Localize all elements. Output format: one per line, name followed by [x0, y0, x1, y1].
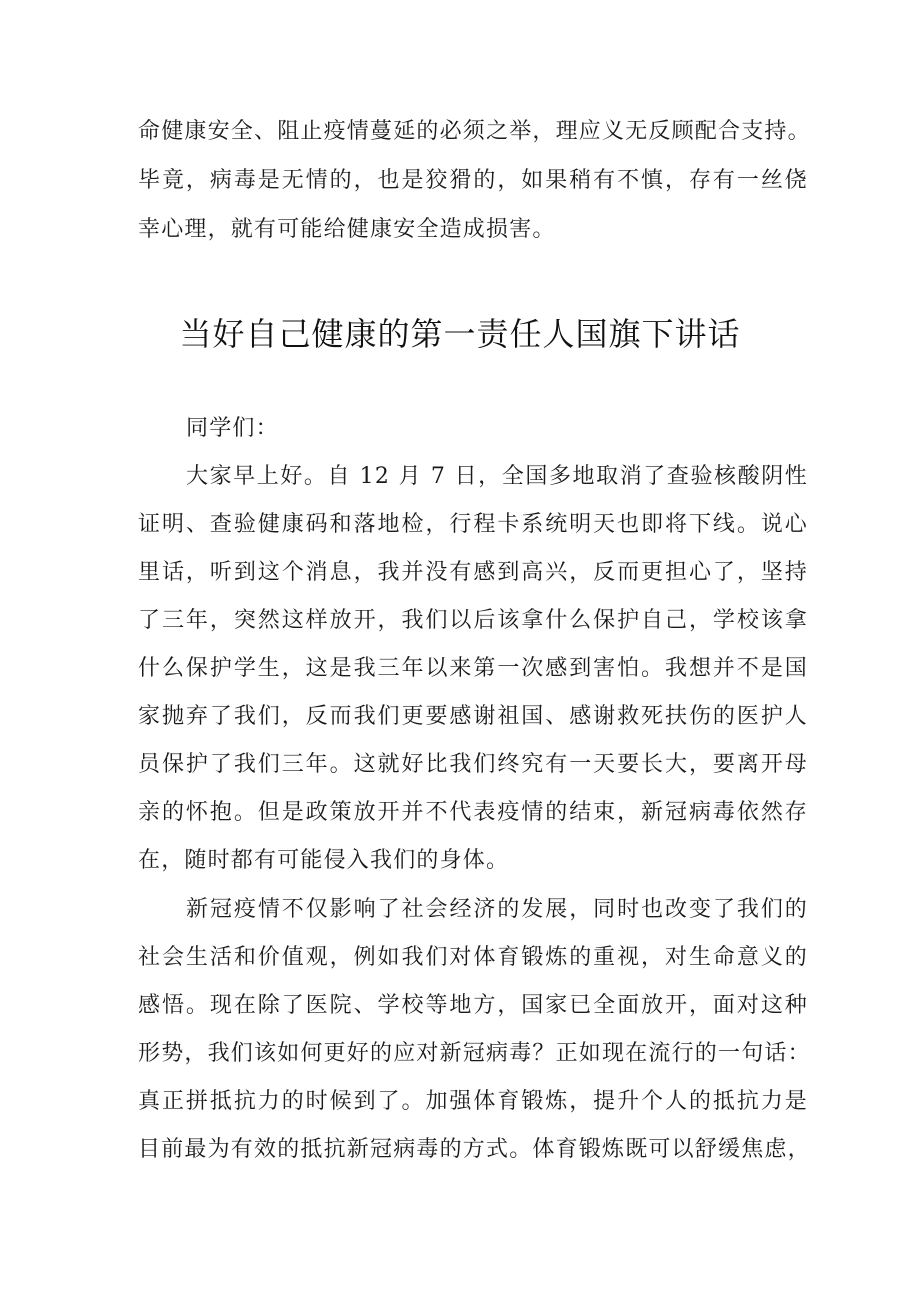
paragraph1-line-4: 了三年，突然这样放开，我们以后该拿什么保护自己，学校该拿 — [138, 608, 808, 633]
intro-line-1: 命健康安全、阻止疫情蔓延的必须之举，理应义无反顾配合支持。 — [138, 119, 811, 144]
paragraph2-line-4: 形势，我们该如何更好的应对新冠病毒？正如现在流行的一句话： — [138, 1041, 811, 1066]
paragraph1-line-7: 员保护了我们三年。这就好比我们终究有一天要长大，要离开母 — [138, 752, 808, 777]
paragraph2-line-6: 目前最为有效的抵抗新冠病毒的方式。体育锻炼既可以舒缓焦虑， — [138, 1137, 811, 1162]
paragraph1-line-1: 大家早上好。自 12 月 7 日，全国多地取消了查验核酸阴性 — [186, 464, 808, 489]
paragraph2-line-3: 感悟。现在除了医院、学校等地方，国家已全面放开，面对这种 — [138, 993, 808, 1018]
paragraph1-line-5: 什么保护学生，这是我三年以来第一次感到害怕。我想并不是国 — [138, 656, 808, 681]
paragraph2-line-2: 社会生活和价值观，例如我们对体育锻炼的重视，对生命意义的 — [138, 945, 808, 970]
paragraph1-line-2: 证明、查验健康码和落地检，行程卡系统明天也即将下线。说心 — [138, 512, 808, 537]
intro-line-2: 毕竟，病毒是无情的，也是狡猾的，如果稍有不慎，存有一丝侥 — [138, 168, 808, 193]
paragraph1-line-6: 家抛弃了我们，反而我们更要感谢祖国、感谢救死扶伤的医护人 — [138, 704, 808, 729]
intro-line-3: 幸心理，就有可能给健康安全造成损害。 — [138, 217, 556, 242]
article-title: 当好自己健康的第一责任人国旗下讲话 — [179, 315, 741, 353]
salutation: 同学们： — [186, 416, 279, 441]
paragraph1-line-9: 在，随时都有可能侵入我们的身体。 — [138, 848, 510, 873]
paragraph2-line-5: 真正拼抵抗力的时候到了。加强体育锻炼，提升个人的抵抗力是 — [138, 1089, 808, 1114]
paragraph1-line-3: 里话，听到这个消息，我并没有感到高兴，反而更担心了，坚持 — [138, 560, 808, 585]
paragraph2-line-1: 新冠疫情不仅影响了社会经济的发展，同时也改变了我们的 — [186, 897, 808, 922]
paragraph1-line-8: 亲的怀抱。但是政策放开并不代表疫情的结束，新冠病毒依然存 — [138, 800, 808, 825]
